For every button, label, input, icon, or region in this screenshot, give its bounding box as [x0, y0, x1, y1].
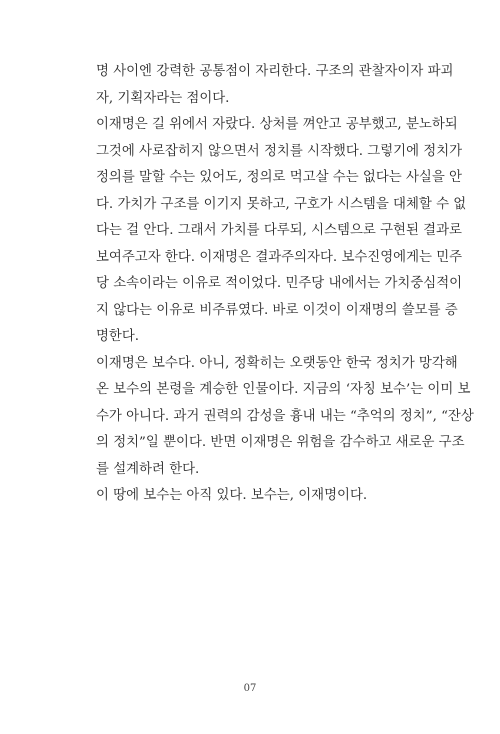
- text-line: 정의를 말할 수는 있어도, 정의로 먹고살 수는 없다는 사실을 안: [96, 170, 462, 185]
- text-line: 다. 가치가 구조를 이기지 못하고, 구호가 시스템을 대체할 수 없: [96, 196, 467, 212]
- page-number: 07: [243, 683, 257, 694]
- text-line: 그것에 사로잡히지 않으면서 정치를 시작했다. 그렇기에 정치가: [96, 143, 463, 159]
- text-line: 당 소속이라는 이유로 적이었다. 민주당 내에서는 가치중심적이: [96, 276, 463, 291]
- text-line: 다는 걸 안다. 그래서 가치를 다루되, 시스템으로 구현된 결과로: [96, 223, 462, 238]
- text-line: 이재명은 길 위에서 자랐다. 상처를 껴안고 공부했고, 분노하되: [96, 117, 458, 132]
- text-line: 명한다.: [96, 329, 140, 344]
- text-line: 를 설계하려 한다.: [96, 461, 200, 477]
- text-line: 이 땅에 보수는 아직 있다. 보수는, 이재명이다.: [96, 488, 368, 503]
- text-line: 명 사이엔 강력한 공통점이 자리한다. 구조의 관찰자이자 파괴: [96, 64, 454, 79]
- body-text: [96, 59, 474, 510]
- text-line: 수가 아니다. 과거 권력의 감성을 흉내 내는 “추억의 정치”, “잔상: [96, 408, 474, 424]
- text-line: 보여주고자 한다. 이재명은 결과주의자다. 보수진영에게는 민주: [96, 249, 463, 265]
- text-line: 지 않다는 이유로 비주류였다. 바로 이것이 이재명의 쓸모를 증: [96, 302, 458, 318]
- text-line: 의 정치”일 뿐이다. 반면 이재명은 위험을 감수하고 새로운 구조: [96, 435, 465, 450]
- text-line: 자, 기획자라는 점이다.: [96, 90, 230, 106]
- text-line: 이재명은 보수다. 아니, 정확히는 오랫동안 한국 정치가 망각해: [96, 355, 458, 371]
- text-line: 온 보수의 본령을 계승한 인물이다. 지금의 ‘자칭 보수’는 이미 보: [96, 382, 471, 397]
